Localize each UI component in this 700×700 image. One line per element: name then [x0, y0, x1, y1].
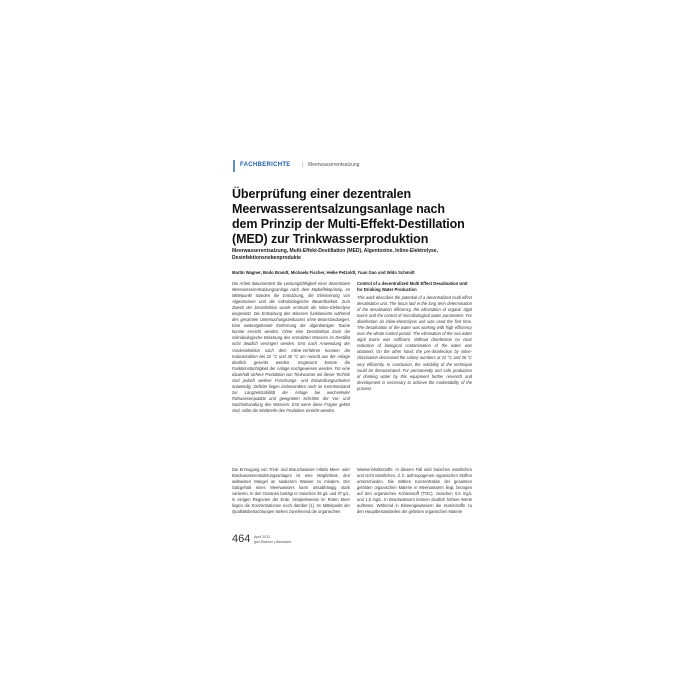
keywords: Meerwasserentsalzung, Multi-Effekt-Destillation (MED), Algentoxine, Inline-Elektrolyse, Desinfektionsnebenprodukte [232, 248, 438, 261]
subsection-label: Meerwasserentsalzung [308, 162, 360, 168]
body-text-column-1: Die Erzeugung von Trink- und Brauchwasser mittels Meer- oder Brackwasserentsalzungsanlagen ist eine Möglichkeit, den weltweiten Mangel an sauberem Wasser zu mindern. Der Salzgehalt eines Meerwassers kann ortsabhängig stark variieren. In den Ozeanen beträgt er zwischen 36 g/L und 37 g/L, in einigen Regionen der Erde, beispielsweise im Roten Meer liegen die Konzentrationen noch darüber [1]. Im Mittelpunkt der Qualitätsbetrachtungen stehen zunehmend die organischen [232, 467, 350, 515]
abstract-english: This work describes the potential of a decentralized multi effect desalination unit. The focus laid in the long term determination of the desalination efficiency, the elimination of organic algal toxins and the control of microbiological water parameters. For disinfection an inline-electrolysis unit was used the first time. The desalination of the water was working with high efficiency over the whole control period. The elimination of the sea water algal toxins was sufficient. Without disinfection no clear reduction of biological contamination of the water was obtained. On the other hand, the pre-disinfection by inline-chlorination decreased the colony numbers at 22 °C and 36 °C very efficiently. In conclusion, the reliability of the technique could be demonstrated. For permanently and safe production of drinking water by this equipment further research and development is necessary to achieve the marketability of the process. [357, 295, 472, 391]
page-number: 464 [232, 533, 251, 545]
section-label: FACHBERICHTE [240, 162, 291, 168]
section-separator: | [302, 162, 304, 168]
journal-name: gwf-Wasser | Abwasser [254, 540, 292, 544]
abstract-german: Die Arbeit dokumentiert die Leistungsfähigkeit einer dezentralen Meerwasserentsalzungsanlage nach dem Multieffektprinzip. Im Mittelpunkt standen die Entsalzung, die Eliminierung von Algentoxinen und die mikrobiologische Bewertbarkeit. Zum Zweck der Desinfektion wurde erstmals die Inline-Elektrolyse eingesetzt. Die Entsalzung des Wassers funktionierte während des gesamten Untersuchungszeitraums ohne Beanstandungen. Eine weitestgehende Entfernung der algenbürtigen Toxine konnte erreicht werden. Ohne eine Desinfektion kann die mikrobiologische Belastung des entsalzten Wassers im Destillat nicht deutlich verringert werden. Erst nach Anwendung der Vordesinfektion nach dem Inline-Verfahren konnten die Koloniezahlen bei 22 °C und 36 °C am Austritt aus der Anlage deutlich gesenkt werden. Insgesamt konnte die Funktionstüchtigkeit der Anlage nachgewiesen werden. Für eine dauerhaft sichere Produktion von Trinkwasser mit dieser Technik sind jedoch weitere Forschungs- und Entwicklungsarbeiten notwendig. Defizite liegen insbesondere noch im Kenntnisstand zur Langzeitstabilität der Anlage bei wechselnder Rohwasserqualität und geeigneten Schritten der Vor- und Nachbehandlung des Wassers. Erst wenn diese Fragen gelöst sind, sollte die Marktreife des Produktes erreicht werden. [232, 281, 350, 413]
article-title: Überprüfung einer dezentralen Meerwasserentsalzungsanlage nach dem Prinzip der Multi-Effekt-Destillation (MED) zur Trinkwasserproduktion [232, 187, 465, 246]
abstract-english-title: Control of a decentralized Multi Effect Desalination Unit for Drinking Water Production [357, 281, 468, 292]
issue-date: April 2012 [254, 535, 271, 539]
author-list: Martin Wagner, Bodo Brandt, Michaela Fischer, Heike Petzoldt, Yuan Gao und Wido Schmidt [232, 270, 415, 275]
body-text-column-2: Wasserinhaltsstoffe. In diesem Fall wird zwischen natürlichen und nicht natürlichen, d. h. anthropogenen organischen Stoffen unterschieden. Die mittlere Konzentration der gesamten gelösten organischen Materie in Meerwassern liegt, bezogen auf den organischen Kohlenstoff (TOC), zwischen 0,5 mg/L und 1,5 mg/L. In Brackwässern können deutlich höhere Werte auftreten. Während in Binnengewässern die Huminstoffe zu den Hauptbestandteilen der gelösten organischen Materie [357, 467, 472, 515]
